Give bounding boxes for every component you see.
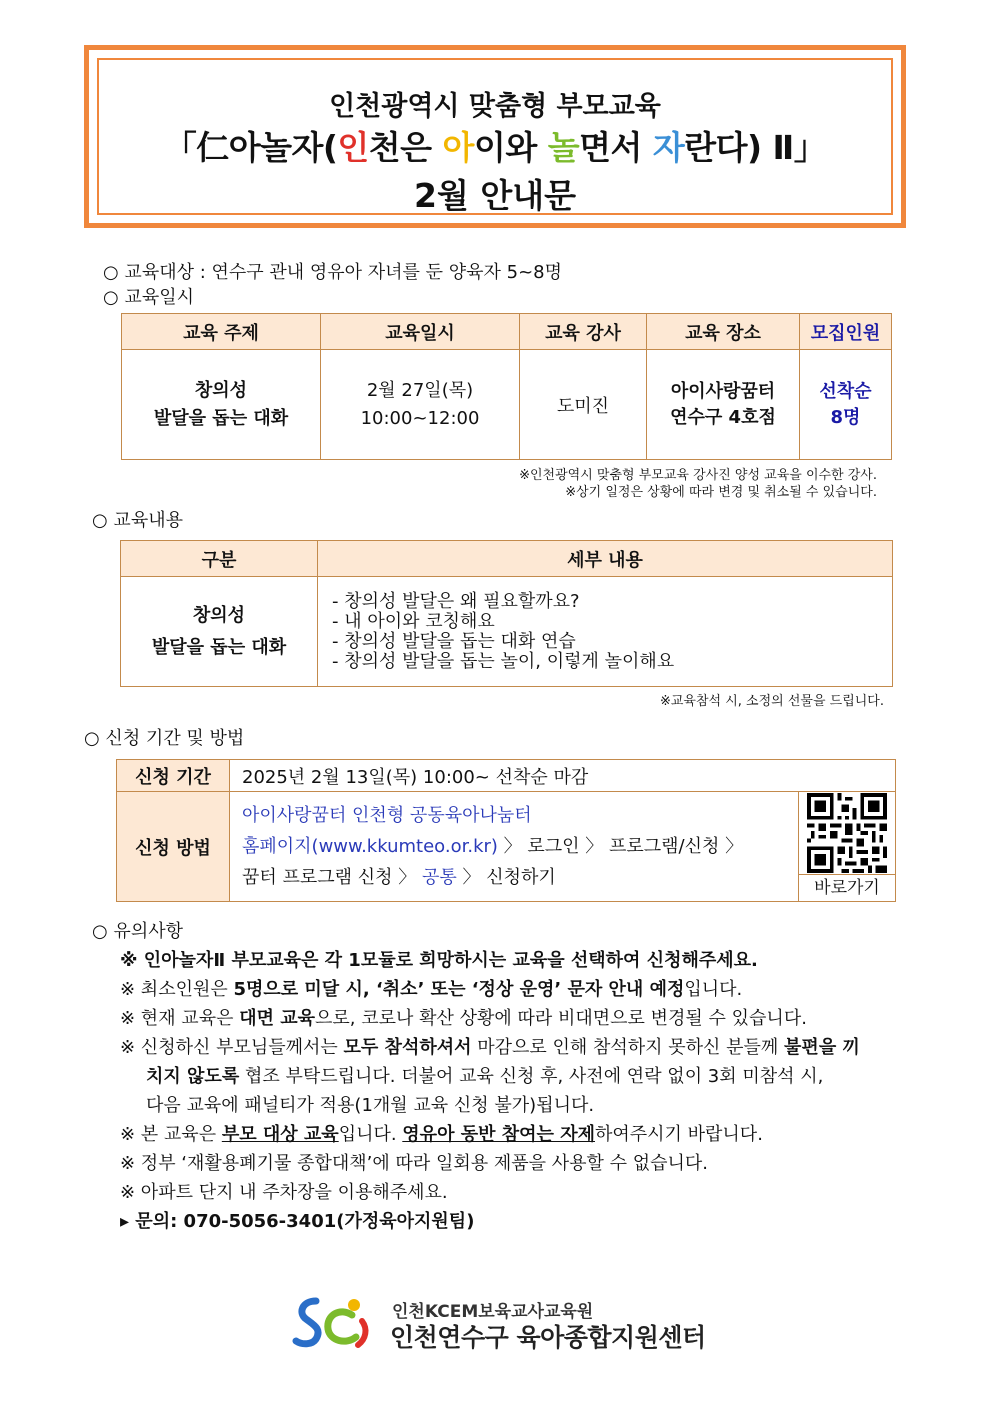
title-box	[84, 45, 906, 228]
title-line-3: 2월 안내문	[414, 176, 576, 215]
notice-5-b: 부모 대상 교육	[221, 1124, 339, 1145]
detail-item: - 창의성 발달을 돕는 대화 연습	[332, 630, 576, 652]
notice-4-f: 협조 부탁드립니다. 더불어 교육 신청 후, 사전에 연락 없이 3회 미참석 시,	[239, 1066, 824, 1087]
schedule-label: ○ 교육일시	[103, 287, 194, 308]
detail-item: - 내 아이와 코칭해요	[332, 610, 495, 632]
contact-line: ▸ 문의: 070-5056-3401(가정육아지원팀)	[120, 1211, 475, 1232]
notice-5-c: 입니다.	[338, 1124, 403, 1145]
method-path-1: 〉 로그인 〉 프로그램/신청 〉	[497, 836, 744, 857]
content-table	[120, 540, 893, 687]
apply-label: ○ 신청 기간 및 방법	[84, 728, 245, 749]
recruit-line-2: 8명	[830, 406, 861, 428]
notice-2-a: ※ 최소인원은	[120, 979, 234, 1000]
place-line-1: 아이사랑꿈터	[670, 380, 776, 402]
notice-4-d: 불편을 끼	[784, 1037, 860, 1058]
schedule-note-1: ※인천광역시 맞춤형 부모교육 강사진 양성 교육을 이수한 강사.	[519, 468, 877, 483]
date-line-1: 2월 27일(목)	[366, 379, 474, 401]
notice-5-d: 영유아 동반 참여는 자제	[402, 1124, 595, 1145]
method-common: 공통	[422, 867, 457, 888]
title-close: 란다) Ⅱ」	[684, 128, 827, 167]
title-b: 이와	[473, 128, 548, 167]
recruit-line-1: 선착순	[819, 380, 872, 402]
category-line-2: 발달을 돕는 대화	[151, 636, 287, 658]
notice-4	[120, 1033, 920, 1062]
footer-org-large: 인천연수구 육아종합지원센터	[390, 1323, 706, 1352]
title-inner-border	[97, 58, 893, 215]
method-path-2: 꿈터 프로그램 신청 〉	[242, 867, 422, 888]
notices-label: ○ 유의사항	[92, 921, 183, 942]
th-date: 교육일시	[321, 314, 520, 350]
th-place: 교육 장소	[647, 314, 800, 350]
title-ah: 아	[442, 128, 474, 167]
detail-item: - 창의성 발달은 왜 필요할까요?	[332, 590, 580, 612]
homepage-link[interactable]: 홈페이지(www.kkumteo.or.kr)	[242, 836, 498, 857]
cell-detail	[318, 577, 893, 687]
topic-line-2: 발달을 돕는 대화	[153, 407, 289, 429]
th-period: 신청 기간	[117, 760, 230, 792]
notice-4-line-3: 다음 교육에 패널티가 적용(1개월 교육 신청 불가)됩니다.	[146, 1095, 595, 1116]
th-teacher: 교육 강사	[520, 314, 647, 350]
notice-5-e: 하여주시기 바랍니다.	[594, 1124, 763, 1145]
category-line-1: 창의성	[192, 604, 246, 626]
cell-category	[121, 577, 318, 687]
cell-method	[230, 792, 799, 902]
notice-3-b: 대면 교육	[239, 1008, 316, 1029]
title-in: 인	[337, 128, 369, 167]
cell-topic	[122, 350, 321, 460]
notice-3	[120, 1004, 920, 1033]
notice-4-e: 치지 않도록	[146, 1066, 240, 1087]
content-label: ○ 교육내용	[92, 510, 183, 531]
title-open: 「仁아놀자(	[163, 128, 338, 167]
cell-teacher: 도미진	[520, 350, 647, 460]
schedule-table	[121, 313, 892, 460]
notice-4-c: 마감으로 인해 참석하지 못하신 분들께	[471, 1037, 785, 1058]
title-line-1: 인천광역시 맞춤형 부모교육	[329, 91, 661, 122]
cell-date	[321, 350, 520, 460]
th-detail: 세부 내용	[318, 541, 893, 577]
title-a: 천은	[368, 128, 443, 167]
notice-6: ※ 정부 ‘재활용폐기물 종합대책’에 따라 일회용 제품을 사용할 수 없습니다.	[120, 1153, 708, 1174]
notice-2	[120, 975, 920, 1004]
cell-period: 2025년 2월 13일(목) 10:00~ 선착순 마감	[230, 760, 896, 792]
notice-5	[120, 1120, 920, 1149]
target-line: ○ 교육대상 : 연수구 관내 영유아 자녀를 둔 양육자 5~8명	[103, 262, 563, 283]
cell-recruit	[800, 350, 892, 460]
notice-4-b: 모두 참석하셔서	[343, 1037, 472, 1058]
method-path-3: 〉 신청하기	[456, 867, 556, 888]
place-line-2: 연수구 4호점	[670, 406, 776, 428]
qr-wrap	[799, 792, 895, 874]
method-line-2	[242, 831, 798, 862]
content-note: ※교육참석 시, 소정의 선물을 드립니다.	[659, 694, 884, 709]
th-category: 구분	[121, 541, 318, 577]
th-topic: 교육 주제	[122, 314, 321, 350]
notice-4-line-2	[146, 1062, 946, 1091]
detail-item: - 창의성 발달을 돕는 놀이, 이렇게 놀이해요	[332, 650, 675, 672]
title-ja: 자	[652, 128, 685, 167]
th-method: 신청 방법	[117, 792, 230, 902]
th-recruit: 모집인원	[800, 314, 892, 350]
schedule-note-2: ※상기 일정은 상황에 따라 변경 및 취소될 수 있습니다.	[565, 485, 877, 500]
apply-table	[116, 759, 896, 902]
notice-1: ※ 인아놀자Ⅱ 부모교육은 각 1모듈로 희망하시는 교육을 선택하여 신청해주세요.	[120, 950, 758, 971]
notice-2-b: 5명으로 미달 시, ‘취소’ 또는 ‘정상 운영’ 문자 안내 예정	[233, 979, 685, 1000]
method-line-1: 아이사랑꿈터 인천형 공동육아나눔터	[242, 805, 532, 826]
title-nol: 놀	[547, 128, 580, 167]
notice-2-c: 입니다.	[684, 979, 743, 1000]
cell-place	[647, 350, 800, 460]
logo-icon	[292, 1293, 382, 1353]
qr-caption[interactable]: 바로가기	[799, 874, 895, 901]
method-line-3	[242, 862, 798, 893]
notice-5-a: ※ 본 교육은	[120, 1124, 222, 1145]
title-line-2	[99, 122, 891, 169]
footer-org-small: 인천KCEM보육교사교육원	[392, 1302, 594, 1322]
qr-code-icon[interactable]	[807, 793, 887, 873]
notice-4-a: ※ 신청하신 부모님들께서는	[120, 1037, 344, 1058]
date-line-2: 10:00~12:00	[360, 407, 480, 429]
title-c: 면서	[579, 128, 653, 167]
cell-qr	[799, 792, 896, 902]
notice-3-c: 으로, 코로나 확산 상황에 따라 비대면으로 변경될 수 있습니다.	[315, 1008, 807, 1029]
notice-7: ※ 아파트 단지 내 주차장을 이용해주세요.	[120, 1182, 448, 1203]
topic-line-1: 창의성	[194, 379, 248, 401]
notice-3-a: ※ 현재 교육은	[120, 1008, 240, 1029]
